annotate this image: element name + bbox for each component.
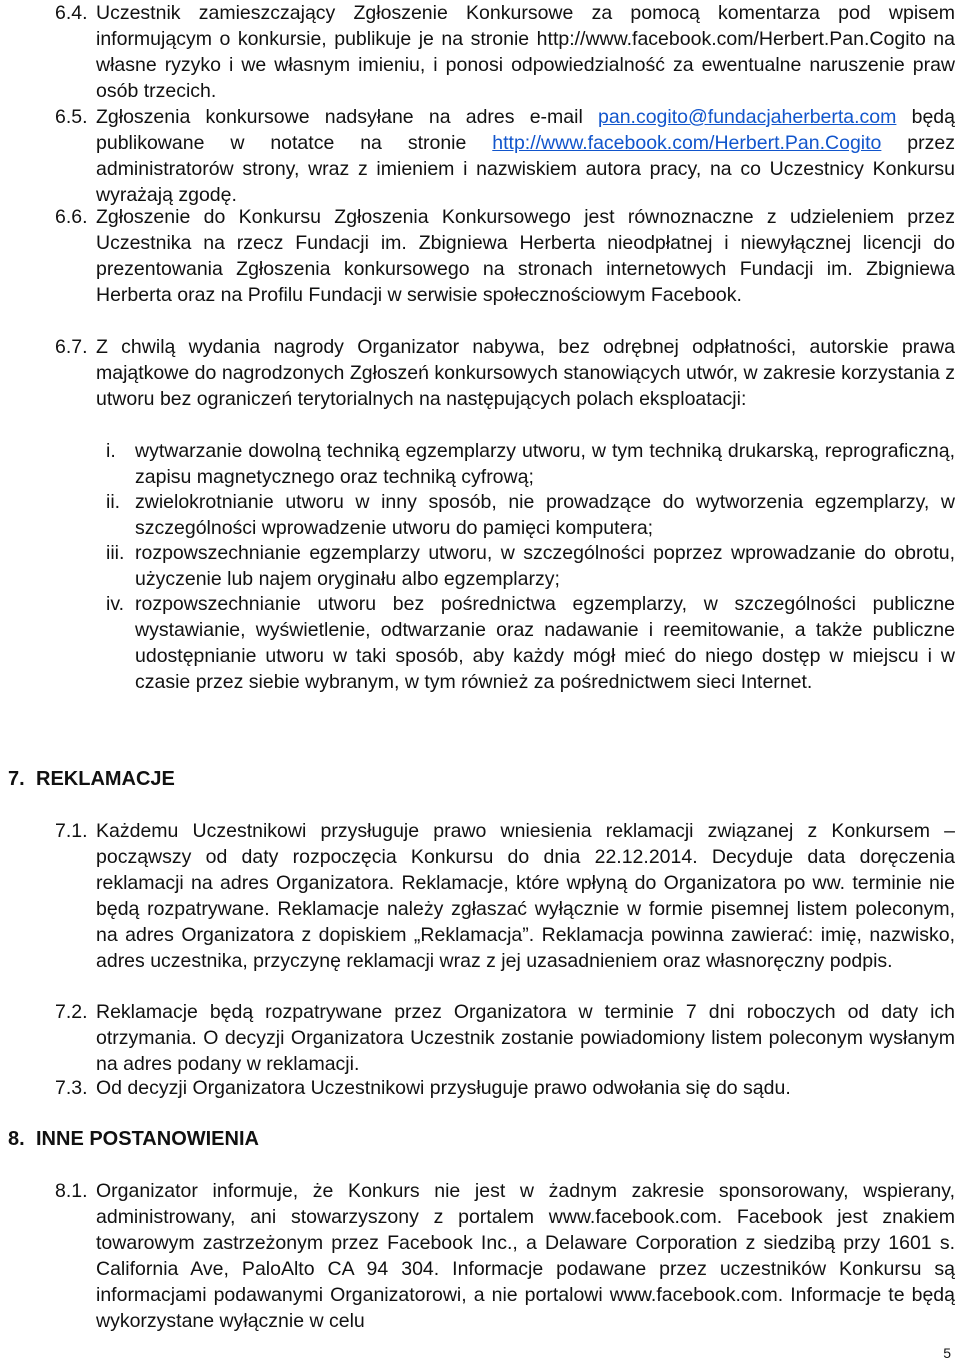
section-number: 7. <box>8 768 25 790</box>
clause-number: 6.6. <box>55 206 88 228</box>
clause-number: 6.4. <box>55 2 88 24</box>
list-item-text: zwielokrotnianie utworu w inny sposób, nie prowadzące do wytworzenia egzemplarzy, w szczególności wprowadzenie utworu do pamięci komputera; <box>135 491 955 539</box>
list-item-number: iv. <box>106 593 125 615</box>
clause-number: 7.3. <box>55 1077 88 1099</box>
list-item-iv <box>96 591 955 695</box>
list-item-i <box>96 438 955 490</box>
clause-text: Z chwilą wydania nagrody Organizator nabywa, bez odrębnej odpłatności, autorskie prawa majątkowe do nagrodzonych Zgłoszeń konkursowych stanowiących utwór, w zakresie korzystania z utworu bez ograniczeń terytorialnych na następujących polach eksploatacji: <box>96 336 955 410</box>
clause-6-7 <box>55 334 955 412</box>
clause-text: Od decyzji Organizatora Uczestnikowi przysługuje prawo odwołania się do sądu. <box>96 1077 791 1099</box>
clause-6-4 <box>55 0 955 104</box>
list-item-text: wytwarzanie dowolną techniką egzemplarzy utworu, w tym techniką drukarską, reprograficzną, zapisu magnetycznego oraz techniką cyfrową; <box>135 440 955 488</box>
clause-6-5 <box>55 104 955 208</box>
section-heading-8 <box>8 1126 259 1152</box>
clause-number: 7.1. <box>55 820 88 842</box>
page-number: 5 <box>943 1345 951 1361</box>
list-item-ii <box>96 489 955 541</box>
clause-text-part: będą publikowane w notatce na stronie <box>96 106 955 154</box>
email-link[interactable]: pan.cogito@fundacjaherberta.com <box>598 106 897 128</box>
section-title: INNE POSTANOWIENIA <box>36 1128 259 1150</box>
clause-7-3 <box>55 1075 955 1101</box>
clause-6-6 <box>55 204 955 308</box>
clause-7-1 <box>55 818 955 974</box>
section-title: REKLAMACJE <box>36 768 175 790</box>
clause-number: 8.1. <box>55 1180 88 1202</box>
clause-number: 7.2. <box>55 1001 88 1023</box>
clause-text: Każdemu Uczestnikowi przysługuje prawo wniesienia reklamacji związanej z Konkursem – począwszy od daty rozpoczęcia Konkursu do dnia 22.12.2014. Decyduje data doręczenia reklamacji na adres Organizatora. Reklamacje, które wpłyną do Organizatora po ww. terminie nie będą rozpatrywane. Reklamacje należy zgłaszać wyłącznie w formie pisemnej listem poleconym, na adres Organizatora z dopiskiem „Reklamacja”. Reklamacja powinna zawierać: imię, nazwisko, adres uczestnika, przyczynę reklamacji wraz z jej uzasadnieniem oraz własnoręczny podpis. <box>96 820 955 972</box>
clause-text-part: Zgłoszenia konkursowe nadsyłane na adres e-mail <box>96 106 598 128</box>
clause-number: 6.5. <box>55 106 88 128</box>
clause-text <box>96 104 955 208</box>
list-item-iii <box>96 540 955 592</box>
list-item-number: i. <box>106 440 116 462</box>
list-item-number: ii. <box>106 491 121 513</box>
section-number: 8. <box>8 1128 25 1150</box>
clause-8-1 <box>55 1178 955 1334</box>
list-item-text: rozpowszechnianie egzemplarzy utworu, w szczególności poprzez wprowadzanie do obrotu, użyczenie lub najem oryginału albo egzemplarzy; <box>135 542 955 590</box>
section-heading-7 <box>8 766 175 792</box>
list-item-number: iii. <box>106 542 125 564</box>
clause-text: Organizator informuje, że Konkurs nie jest w żadnym zakresie sponsorowany, wspierany, administrowany, ani stowarzyszony z portalem www.facebook.com. Facebook jest znakiem towarowym zastrzeżonym przez Facebook Inc., a Delaware Corporation z siedzibą przy 1601 s. California Ave, PaloAlto CA 94 304. Informacje podawane przez uczestników Konkursu są informacjami podawanymi Organizatorowi, a nie portalowi www.facebook.com. Informacje te będą wykorzystane wyłącznie w celu <box>96 1180 955 1332</box>
clause-number: 6.7. <box>55 336 88 358</box>
clause-text: Zgłoszenie do Konkursu Zgłoszenia Konkursowego jest równoznaczne z udzieleniem przez Uczestnika na rzecz Fundacji im. Zbigniewa Herberta nieodpłatnej i niewyłącznej licencji do prezentowania Zgłoszenia konkursowego na stronach internetowych Fundacji im. Zbigniewa Herberta oraz na Profilu Fundacji w serwisie społecznościowym Facebook. <box>96 206 955 306</box>
clause-text: Uczestnik zamieszczający Zgłoszenie Konkursowe za pomocą komentarza pod wpisem informującym o konkursie, publikuje je na stronie http://www.facebook.com/Herbert.Pan.Cogito na własne ryzyko i we własnym imieniu, i ponosi odpowiedzialność za ewentualne naruszenie praw osób trzecich. <box>96 2 955 102</box>
clause-7-2 <box>55 999 955 1077</box>
facebook-page-link[interactable]: http://www.facebook.com/Herbert.Pan.Cogito <box>492 132 882 154</box>
list-item-text: rozpowszechnianie utworu bez pośrednictwa egzemplarzy, w szczególności publiczne wystawianie, wyświetlenie, odtwarzanie oraz nadawanie i reemitowanie, a także publiczne udostępnianie utworu w taki sposób, aby każdy mógł mieć do niego dostęp w miejscu i w czasie przez siebie wybranym, w tym również za pośrednictwem sieci Internet. <box>135 593 955 693</box>
clause-text: Reklamacje będą rozpatrywane przez Organizatora w terminie 7 dni roboczych od daty ich otrzymania. O decyzji Organizatora Uczestnik zostanie powiadomiony listem poleconym wysłanym na adres podany w reklamacji. <box>96 1001 955 1075</box>
clause-text-part: przez administratorów strony, wraz z imieniem i nazwiskiem autora pracy, na co Uczestnicy Konkursu wyrażają zgodę. <box>96 132 955 206</box>
